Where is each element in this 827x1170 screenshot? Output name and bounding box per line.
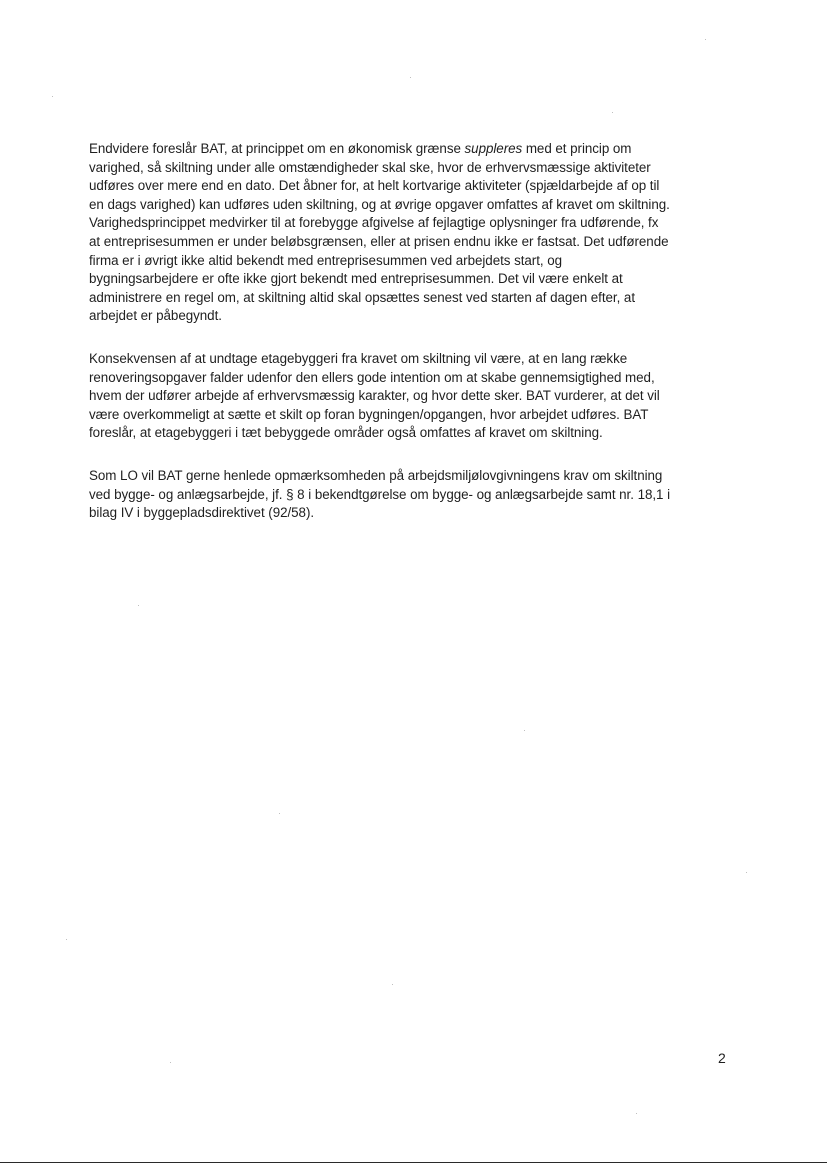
text-line: arbejdet er påbegyndt. xyxy=(89,308,222,324)
scan-speck xyxy=(410,77,411,78)
text-line: være overkommeligt at sætte et skilt op foran bygningen/opgangen, hvor arbejdet udføres. BAT xyxy=(89,406,649,422)
text-line: renoveringsopgaver falder udenfor den ellers gode intention om at skabe gennemsigtighed med, xyxy=(89,369,655,385)
text-line: hvem der udfører arbejde af erhvervsmæssig karakter, og hvor dette sker. BAT vurderer, at det vil xyxy=(89,388,660,404)
scan-speck xyxy=(170,1062,171,1063)
text-line: varighed, så skiltning under alle omstændigheder skal ske, hvor de erhvervsmæssige aktiviteter xyxy=(89,159,651,175)
scan-speck xyxy=(636,1113,637,1114)
scan-speck xyxy=(705,39,706,40)
scan-speck xyxy=(52,96,53,97)
scan-speck xyxy=(392,984,393,985)
document-body xyxy=(89,140,739,547)
paragraph-work-environment-law xyxy=(89,467,739,523)
scan-speck xyxy=(612,112,613,113)
text-line: firma er i øvrigt ikke altid bekendt med entreprisesummen ved arbejdets start, og xyxy=(89,252,563,268)
text-line: at entreprisesummen er under beløbsgrænsen, eller at prisen endnu ikke er fastsat. Det udførende xyxy=(89,233,669,249)
text-line: Konsekvensen af at undtage etagebyggeri fra kravet om skiltning vil være, at en lang række xyxy=(89,350,628,366)
paragraph-multi-storey-buildings xyxy=(89,350,739,443)
page-number: 2 xyxy=(718,1050,726,1066)
scan-speck xyxy=(746,872,747,873)
scan-speck xyxy=(66,939,67,940)
scan-speck xyxy=(138,605,139,606)
scan-speck xyxy=(524,730,525,731)
scan-edge-line xyxy=(0,1162,827,1163)
text-line: Endvidere foreslår BAT, at princippet om en økonomisk grænse suppleres med et princip om xyxy=(89,141,632,156)
scan-speck xyxy=(279,813,280,814)
paragraph-duration-principle xyxy=(89,140,739,326)
text-line: Som LO vil BAT gerne henlede opmærksomheden på arbejdsmiljølovgivningens krav om skiltning xyxy=(89,467,663,483)
text-line: administrere en regel om, at skiltning altid skal opsættes senest ved starten af dagen efter, at xyxy=(89,289,636,305)
text-line: en dags varighed) kan udføres uden skiltning, og at øvrige opgaver omfattes af kravet om skiltning. xyxy=(89,196,670,212)
text-line: ved bygge- og anlægsarbejde, jf. § 8 i bekendtgørelse om bygge- og anlægsarbejde samt nr. 18,1 i xyxy=(89,486,671,502)
text-line: bilag IV i byggepladsdirektivet (92/58). xyxy=(89,505,315,521)
text-line: foreslår, at etagebyggeri i tæt bebyggede områder også omfattes af kravet om skiltning. xyxy=(89,425,603,441)
text-line: bygningsarbejdere er ofte ikke gjort bekendt med entreprisesummen. Det vil være enkelt at xyxy=(89,271,623,287)
text-line: Varighedsprincippet medvirker til at forebygge afgivelse af fejlagtige oplysninger fra udførende, fx xyxy=(89,215,659,231)
text-line: udføres over mere end en dato. Det åbner for, at helt kortvarige aktiviteter (spjældarbejde af op til xyxy=(89,178,660,194)
